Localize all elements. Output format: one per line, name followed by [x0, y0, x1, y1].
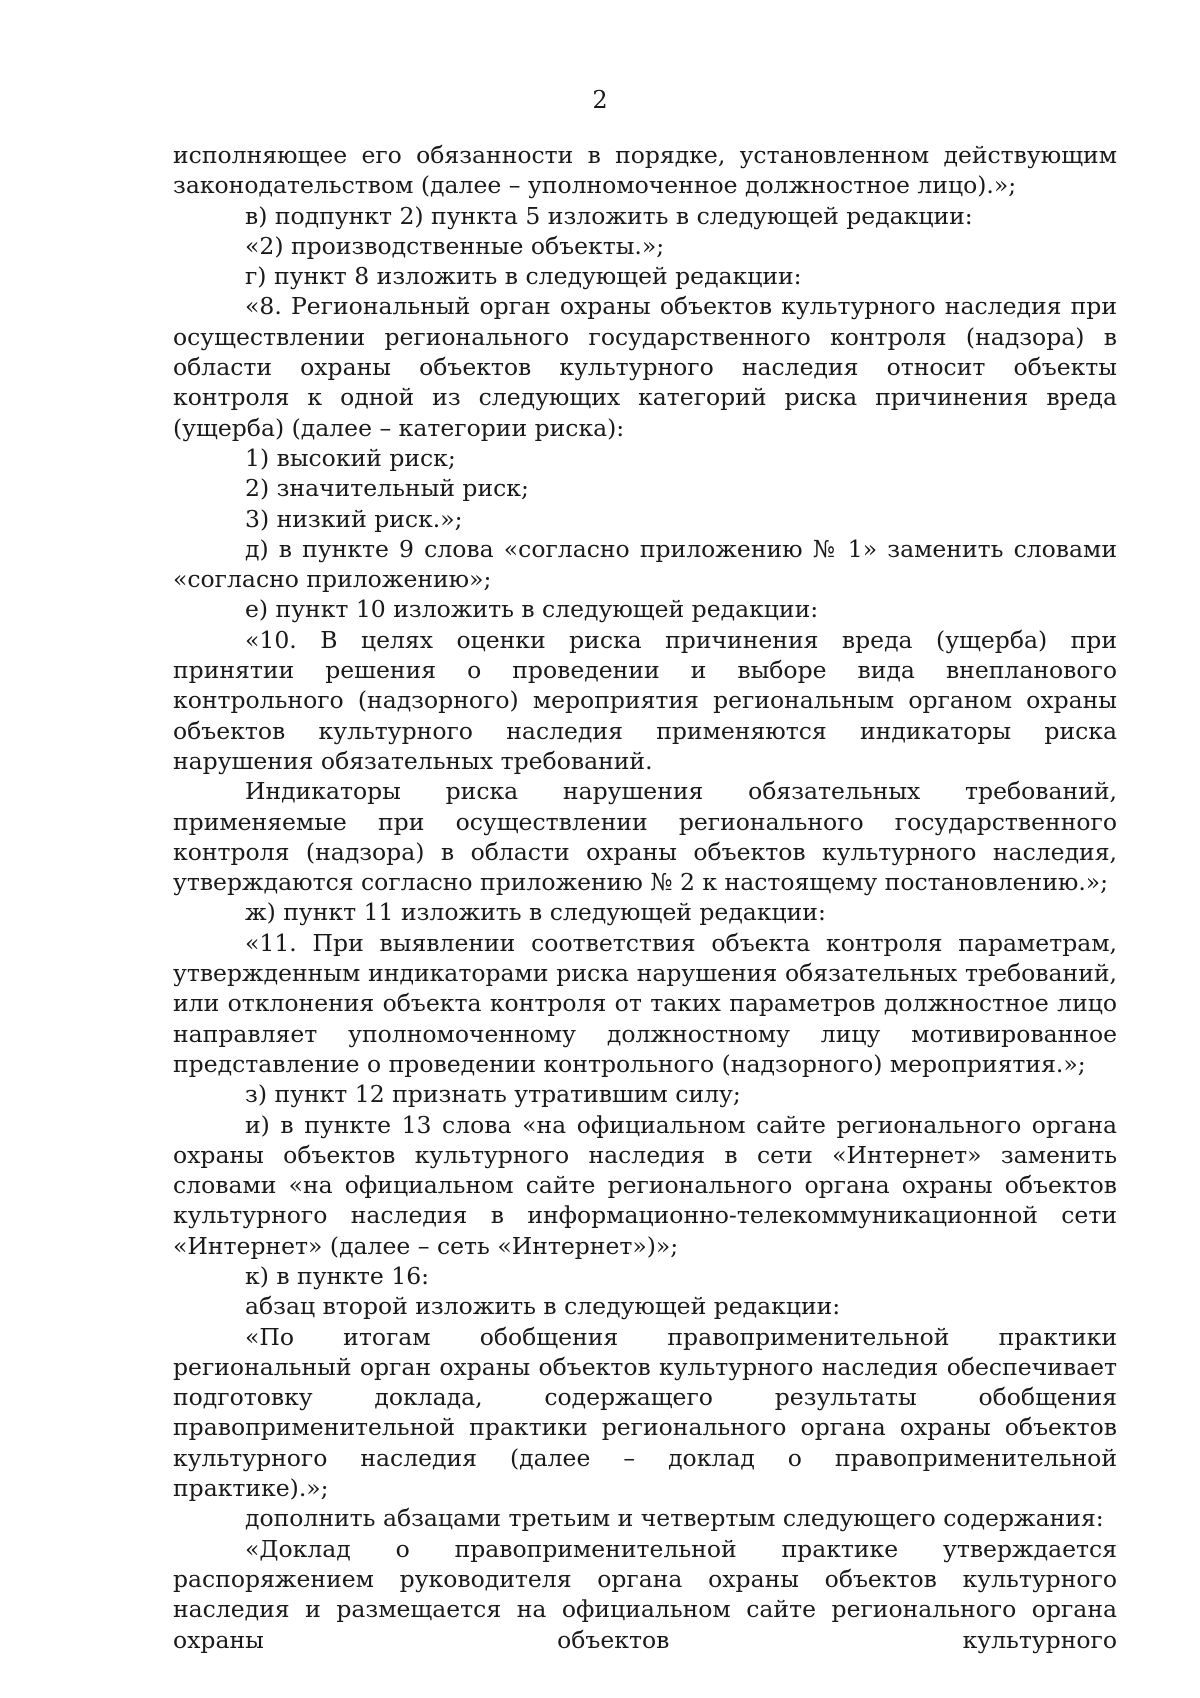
paragraph: ж) пункт 11 изложить в следующей редакции:: [245, 898, 826, 927]
document-body: [173, 140, 1117, 1655]
paragraph: и) в пункте 13 слова «на официальном сайте регионального органа охраны объектов культурного наследия в сети «Интернет» заменить словами «на официальном сайте регионального органа охраны объектов культурного наследия в информационно-телекоммуникационной сети «Интернет» (далее – сеть «Интернет»)»;: [173, 1110, 1117, 1260]
paragraph: «Доклад о правоприменительной практике утверждается распоряжением руководителя органа охраны объектов культурного наследия и размещается на официальном сайте регионального органа охраны объектов культурного: [173, 1534, 1117, 1654]
paragraph: в) подпункт 2) пункта 5 изложить в следующей редакции:: [245, 201, 973, 230]
paragraph: 3) низкий риск.»;: [245, 504, 463, 533]
paragraph: д) в пункте 9 слова «согласно приложению № 1» заменить словами «согласно приложению»;: [173, 534, 1117, 594]
paragraph: 2) значительный риск;: [245, 474, 529, 503]
paragraph: 1) высокий риск;: [245, 443, 456, 472]
paragraph: е) пункт 10 изложить в следующей редакции:: [245, 595, 819, 624]
paragraph: з) пункт 12 признать утратившим силу;: [245, 1080, 741, 1109]
paragraph: «11. При выявлении соответствия объекта контроля параметрам, утвержденным индикаторами риска нарушения обязательных требований, или отклонения объекта контроля от таких параметров должностное лицо направляет уполномоченному должностному лицу мотивированное представление о проведении контрольного (надзорного) мероприятия.»;: [173, 928, 1117, 1078]
paragraph: исполняющее его обязанности в порядке, установленном действующим законодательством (далее – уполномоченное должностное лицо).»;: [173, 141, 1117, 200]
paragraph: «2) производственные объекты.»;: [245, 231, 665, 260]
paragraph: «10. В целях оценки риска причинения вреда (ущерба) при принятии решения о проведении и выборе вида внепланового контрольного (надзорного) мероприятия региональным органом охраны объектов культурного наследия применяются индикаторы риска нарушения обязательных требований.: [173, 625, 1117, 775]
paragraph: «8. Региональный орган охраны объектов культурного наследия при осуществлении регионального государственного контроля (надзора) в области охраны объектов культурного наследия относит объекты контроля к одной из следующих категорий риска причинения вреда (ущерба) (далее – категории риска):: [173, 292, 1117, 442]
paragraph: дополнить абзацами третьим и четвертым следующего содержания:: [245, 1504, 1104, 1533]
page-number: 2: [592, 86, 608, 114]
paragraph: г) пункт 8 изложить в следующей редакции:: [245, 262, 802, 291]
paragraph: абзац второй изложить в следующей редакции:: [245, 1292, 841, 1321]
paragraph: Индикаторы риска нарушения обязательных требований, применяемые при осуществлении регионального государственного контроля (надзора) в области охраны объектов культурного наследия, утверждаются согласно приложению № 2 к настоящему постановлению.»;: [173, 777, 1117, 897]
paragraph: к) в пункте 16:: [245, 1261, 430, 1290]
paragraph: «По итогам обобщения правоприменительной практики региональный орган охраны объектов культурного наследия обеспечивает подготовку доклада, содержащего результаты обобщения правоприменительной практики регионального органа охраны объектов культурного наследия (далее – доклад о правоприменительной практике).»;: [173, 1322, 1117, 1503]
